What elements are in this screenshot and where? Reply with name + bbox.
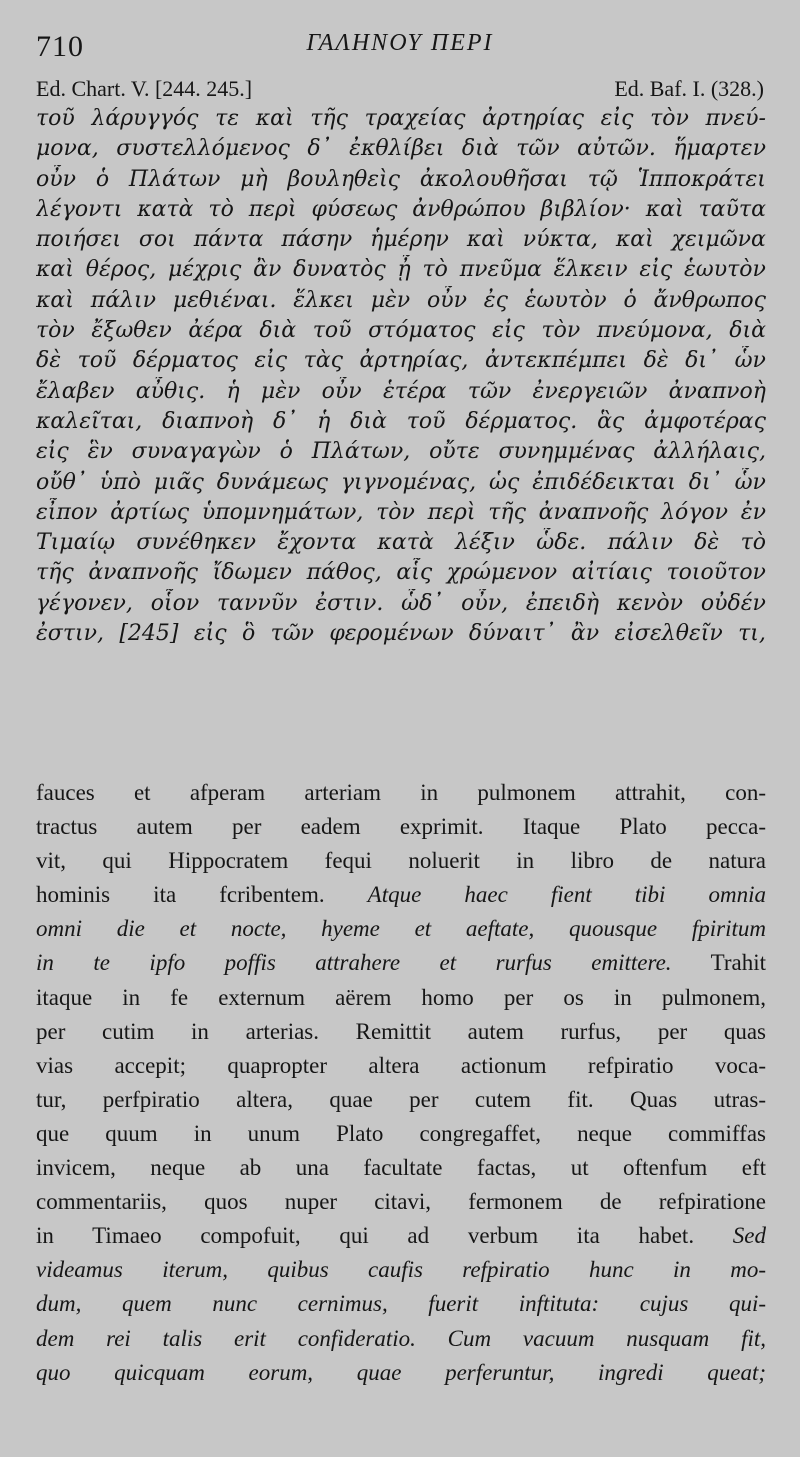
- latin-italic-segment: dum, quem nunc cernimus, fuerit inftituta: cujus qui-: [36, 1291, 766, 1317]
- latin-italic-segment: Sed: [732, 1223, 766, 1249]
- latin-text-line: [36, 1117, 766, 1151]
- latin-text-line: [36, 1083, 766, 1117]
- greek-text-line: γέγονεν, οἷον ταννῦν ἐστιν. ὧδ᾽ οὖν, ἐπειδὴ κενὸν οὐδέν: [36, 590, 766, 616]
- latin-roman-segment: vit, qui Hippocratem fequi noluerit in libro de natura: [36, 848, 766, 874]
- greek-text-line: τὸν ἔξωθεν ἀέρα διὰ τοῦ στόματος εἰς τὸν πνεύμονα, διὰ: [36, 318, 766, 344]
- latin-text-line: [36, 878, 766, 912]
- latin-text-line: [36, 981, 766, 1015]
- latin-text-line: [36, 1356, 766, 1390]
- greek-text-line: καὶ θέρος, μέχρις ἂν δυνατὸς ᾖ τὸ πνεῦμα ἕλκειν εἰς ἑωυτὸν: [36, 257, 766, 283]
- greek-text-line: μονα, συστελλόμενος δ᾽ ἐκθλίβει διὰ τῶν αὐτῶν. ἥμαρτεν: [36, 136, 766, 162]
- latin-roman-segment: invicem, neque ab una facultate factas, ut oftenfum eft: [36, 1155, 766, 1181]
- greek-text-line: οὔθ᾽ ὑπὸ μιᾶς δυνάμεως γιγνομένας, ὡς ἐπιδέδεικται δι᾽ ὧν: [36, 469, 766, 495]
- greek-text-line: ποιήσει σοι πάντα πάσην ἡμέρην καὶ νύκτα, καὶ χειμῶνα: [36, 227, 766, 253]
- latin-roman-segment: itaque in fe externum aërem homo per os in pulmonem,: [36, 984, 766, 1010]
- latin-roman-segment: hominis ita fcribentem.: [36, 882, 368, 908]
- latin-italic-segment: Atque haec fient tibi omnia: [367, 882, 766, 908]
- latin-roman-segment: fauces et afperam arteriam in pulmonem attrahit, con-: [36, 780, 766, 805]
- latin-text-line: [36, 1151, 766, 1185]
- latin-text-line: [36, 810, 766, 844]
- latin-text-block: [36, 776, 766, 1390]
- latin-roman-segment: tur, perfpiratio altera, quae per cutem fit. Quas utras-: [36, 1086, 766, 1112]
- greek-text-line: καλεῖται, διαπνοὴ δ᾽ ἡ διὰ τοῦ δέρματος. ἃς ἀμφοτέρας: [36, 408, 766, 434]
- latin-roman-segment: vias accepit; quapropter altera actionum refpiratio voca-: [36, 1052, 766, 1078]
- latin-text-line: [36, 912, 766, 946]
- latin-italic-segment: dem rei talis erit confideratio. Cum vacuum nusquam fit,: [36, 1325, 766, 1351]
- greek-text-line: οὖν ὁ Πλάτων μὴ βουληθεὶς ἀκολουθῆσαι τῷ Ἱπποκράτει: [36, 166, 766, 192]
- latin-roman-segment: Trahit: [671, 950, 766, 976]
- edition-reference-left: Ed. Chart. V. [244. 245.]: [36, 76, 253, 101]
- latin-roman-segment: tractus autem per eadem exprimit. Itaque Plato pecca-: [36, 814, 766, 840]
- latin-text-line: [36, 844, 766, 878]
- greek-text-line: καὶ πάλιν μεθιέναι. ἕλκει μὲν οὖν ἐς ἑωυτὸν ὁ ἄνθρωπος: [36, 287, 766, 313]
- latin-roman-segment: in Timaeo compofuit, qui ad verbum ita habet.: [36, 1223, 733, 1249]
- greek-text-line: Τιμαίῳ συνέθηκεν ἔχοντα κατὰ λέξιν ὧδε. πάλιν δὲ τὸ: [36, 530, 766, 556]
- latin-text-line: [36, 776, 766, 810]
- latin-roman-segment: commentariis, quos nuper citavi, fermonem de refpiratione: [36, 1189, 766, 1215]
- latin-italic-segment: videamus iterum, quibus caufis refpiratio hunc in mo-: [36, 1257, 766, 1283]
- latin-text-line: [36, 1253, 766, 1287]
- latin-italic-segment: in te ipfo poffis attrahere et rurfus emittere.: [36, 950, 672, 976]
- greek-text-line: ἐστιν, [245] εἰς ὃ τῶν φερομένων δύναιτ᾽ ἂν εἰσελθεῖν τι,: [36, 621, 766, 647]
- latin-text-line: [36, 1287, 766, 1321]
- latin-italic-segment: quo quicquam eorum, quae perferuntur, ingredi queat;: [36, 1359, 766, 1385]
- latin-text-line: [36, 1185, 766, 1219]
- running-title: ΓΑΛΗΝΟΥ ΠΕΡΙ: [306, 30, 494, 56]
- greek-text-line: τοῦ λάρυγγός τε καὶ τῆς τραχείας ἀρτηρίας εἰς τὸν πνεύ-: [36, 106, 766, 131]
- latin-italic-segment: omni die et nocte, hyeme et aeftate, quousque fpiritum: [36, 916, 766, 942]
- greek-text-block: [36, 104, 766, 649]
- edition-reference-right: Ed. Baf. I. (328.): [614, 76, 764, 101]
- latin-text-line: [36, 946, 766, 980]
- latin-text-line: [36, 1219, 766, 1253]
- latin-text-line: [36, 1322, 766, 1356]
- page-number: 710: [36, 30, 84, 63]
- greek-text-line: δὲ τοῦ δέρματος εἰς τὰς ἀρτηρίας, ἀντεκπέμπει δὲ δι᾽ ὧν: [36, 348, 766, 374]
- greek-text-line: εἰς ἓν συναγαγὼν ὁ Πλάτων, οὔτε συνημμένας ἀλλήλαις,: [36, 439, 766, 465]
- latin-text-line: [36, 1049, 766, 1083]
- latin-text-line: [36, 1015, 766, 1049]
- latin-roman-segment: per cutim in arterias. Remittit autem rurfus, per quas: [36, 1018, 766, 1044]
- greek-text-line: εἶπον ἀρτίως ὑπομνημάτων, τὸν περὶ τῆς ἀναπνοῆς λόγον ἐν: [36, 499, 766, 525]
- latin-roman-segment: que quum in unum Plato congregaffet, neque commiffas: [36, 1120, 766, 1146]
- greek-text-line: τῆς ἀναπνοῆς ἴδωμεν πάθος, αἷς χρώμενον αἰτίαις τοιοῦτον: [36, 560, 766, 586]
- greek-text-line: ἔλαβεν αὖθις. ἡ μὲν οὖν ἑτέρα τῶν ἐνεργειῶν ἀναπνοὴ: [36, 378, 766, 404]
- greek-text-line: λέγοντι κατὰ τὸ περὶ φύσεως ἀνθρώπου βιβλίον· καὶ ταῦτα: [36, 196, 766, 222]
